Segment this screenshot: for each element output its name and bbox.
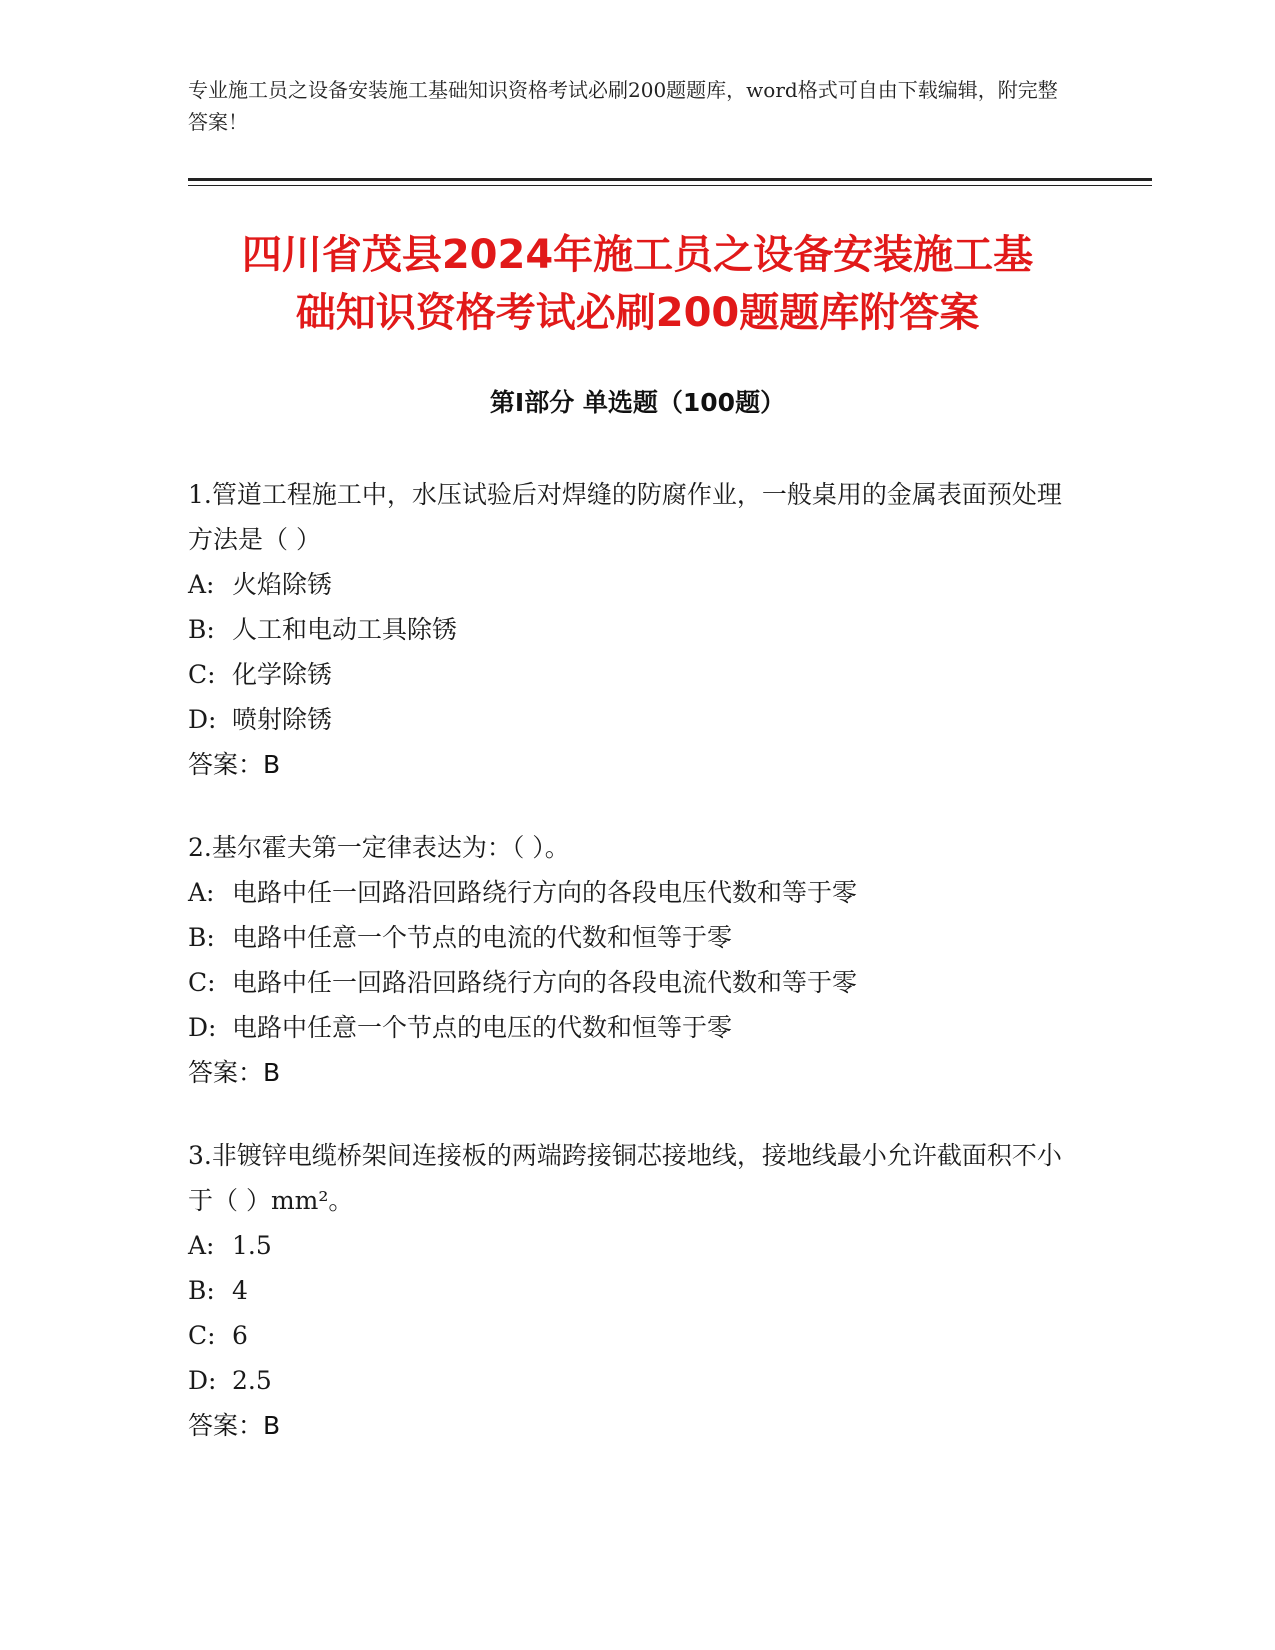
option-a [188, 870, 1068, 915]
document-title-line-1: 四川省茂县2024年施工员之设备安装施工基 [241, 232, 1034, 278]
answer-line: 答案：B [188, 750, 281, 779]
option-b [188, 915, 1068, 960]
option-key: A: [188, 570, 215, 599]
document-title-line-2: 础知识资格考试必刷200题题库附答案 [295, 290, 980, 336]
option-key: D: [188, 1366, 217, 1395]
option-c [188, 1313, 1068, 1358]
option-c [188, 960, 1068, 1005]
option-text: 电路中任意一个节点的电流的代数和恒等于零 [232, 923, 733, 952]
option-text: 电路中任一回路沿回路绕行方向的各段电压代数和等于零 [232, 878, 858, 907]
option-text: 电路中任一回路沿回路绕行方向的各段电流代数和等于零 [232, 968, 858, 997]
option-key: A: [188, 1231, 215, 1260]
option-text: 火焰除锈 [232, 570, 333, 599]
header-rule-thick [188, 178, 1152, 181]
option-text: 电路中任意一个节点的电压的代数和恒等于零 [232, 1013, 733, 1042]
option-b [188, 607, 1068, 652]
question-stem: 1.管道工程施工中，水压试验后对焊缝的防腐作业，一般桌用的金属表面预处理方法是（ ） [188, 480, 1062, 554]
question-stem: 2.基尔霍夫第一定律表达为：（ ）。 [188, 833, 570, 862]
option-text: 化学除锈 [232, 660, 333, 689]
option-text: 人工和电动工具除锈 [232, 615, 458, 644]
option-a [188, 562, 1068, 607]
option-text: 2.5 [232, 1366, 272, 1395]
option-key: C: [188, 660, 216, 689]
option-key: B: [188, 1276, 215, 1305]
question-list [188, 472, 1068, 1486]
option-d [188, 697, 1068, 742]
question-2 [188, 825, 1068, 1095]
option-text: 喷射除锈 [232, 705, 333, 734]
document-title [150, 226, 1125, 342]
header-rule-thin [188, 185, 1152, 186]
answer-line: 答案：B [188, 1411, 281, 1440]
option-key: D: [188, 1013, 217, 1042]
question-stem: 3.非镀锌电缆桥架间连接板的两端跨接铜芯接地线，接地线最小允许截面积不小于（ ）mm²。 [188, 1141, 1062, 1215]
option-key: C: [188, 1321, 216, 1350]
option-key: B: [188, 923, 215, 952]
option-d [188, 1358, 1068, 1403]
question-3 [188, 1133, 1068, 1448]
question-1 [188, 472, 1068, 787]
option-b [188, 1268, 1068, 1313]
section-title: 第Ⅰ部分 单选题（100题） [489, 388, 786, 417]
option-c [188, 652, 1068, 697]
option-text: 1.5 [232, 1231, 272, 1260]
option-key: A: [188, 878, 215, 907]
answer-line: 答案：B [188, 1058, 281, 1087]
option-d [188, 1005, 1068, 1050]
option-text: 6 [232, 1321, 248, 1350]
option-a [188, 1223, 1068, 1268]
header-note: 专业施工员之设备安装施工基础知识资格考试必刷200题题库，word格式可自由下载编辑，附完整答案！ [188, 78, 1058, 134]
option-text: 4 [232, 1276, 248, 1305]
option-key: B: [188, 615, 215, 644]
option-key: C: [188, 968, 216, 997]
option-key: D: [188, 705, 217, 734]
